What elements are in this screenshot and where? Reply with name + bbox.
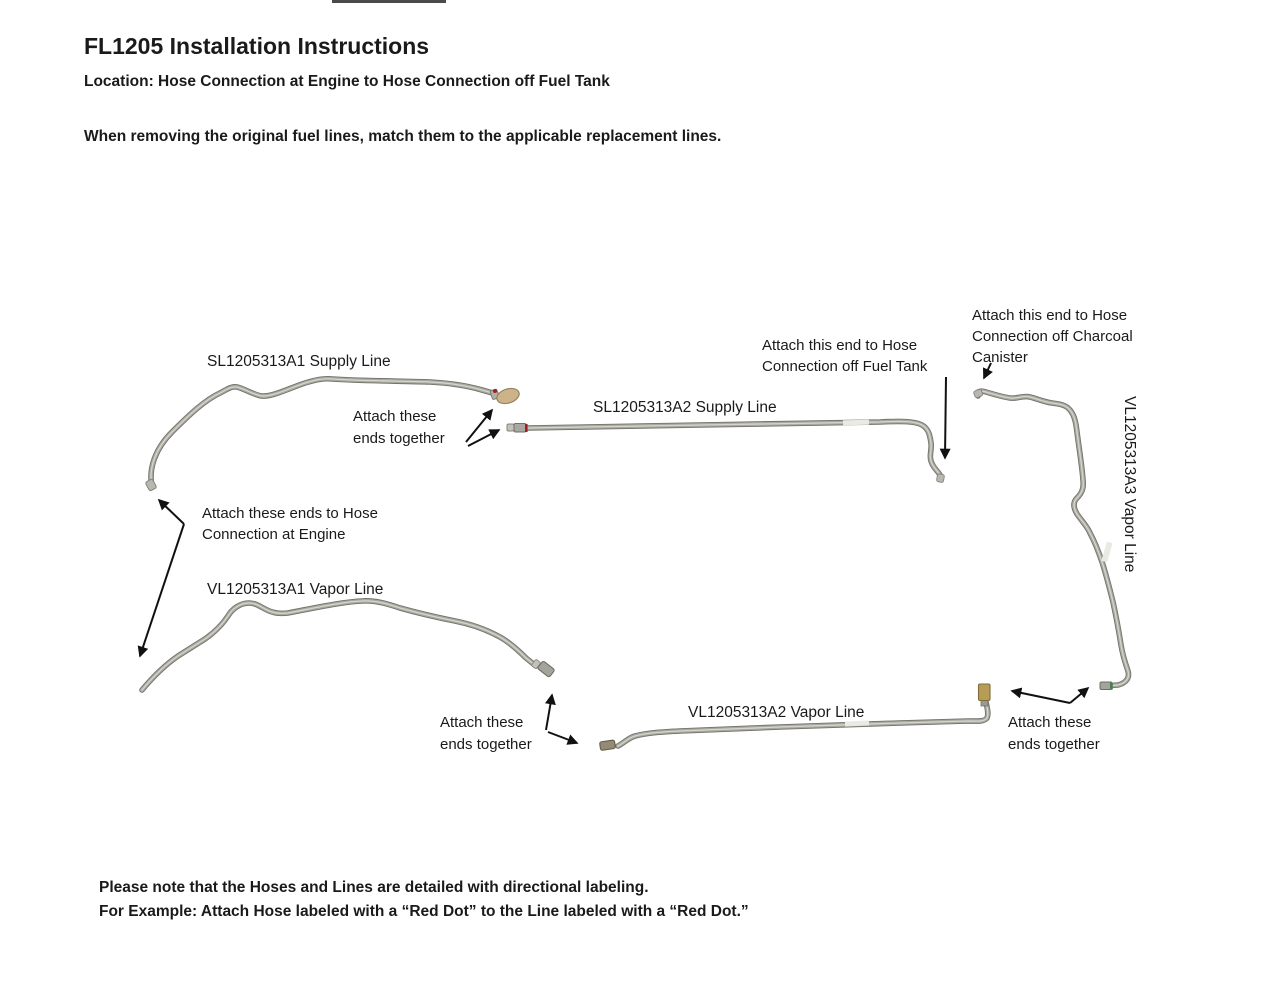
annotation-vapor-join-right: Attach these ends together xyxy=(1008,714,1100,753)
arrow-vapor-left-up xyxy=(546,695,552,730)
label-vl1205313a2: VL1205313A2 Vapor Line xyxy=(688,704,865,721)
fitting-vl1-right xyxy=(531,659,555,677)
tan-fitting-sl1-right xyxy=(490,386,521,406)
annotation-fuel-tank: Attach this end to Hose Connection off Fuel Tank xyxy=(762,337,928,375)
red-dot-sl2 xyxy=(525,424,528,432)
fitting-sl2-left xyxy=(507,424,528,433)
intro-instruction: When removing the original fuel lines, match them to the applicable replacement lines. xyxy=(84,128,722,145)
arrows xyxy=(140,363,1088,743)
sl1205313a2-supply-line-tube xyxy=(528,421,941,478)
annotation-supply-join: Attach these ends together xyxy=(353,408,445,447)
footer-note-line2: For Example: Attach Hose labeled with a “Red Dot” to the Line labeled with a “Red Dot.” xyxy=(99,903,749,920)
label-vl1205313a3: VL1205313A3 Vapor Line xyxy=(1121,396,1138,573)
arrow-vapor-left-down xyxy=(548,732,577,743)
sticker-vl3 xyxy=(1101,542,1112,563)
arrow-supply-join-upper xyxy=(466,410,492,442)
tank-end-tip-sl2 xyxy=(936,474,944,483)
engine-end-tip-supply xyxy=(145,479,157,492)
arrow-vapor-right-left xyxy=(1012,691,1070,703)
label-vl1205313a1: VL1205313A1 Vapor Line xyxy=(207,581,384,598)
arrow-engine-upper xyxy=(159,500,184,524)
fitting-vl2-left xyxy=(600,740,616,751)
vl1205313a1-vapor-line-tube xyxy=(142,601,536,690)
label-sl1205313a2: SL1205313A2 Supply Line xyxy=(593,399,777,416)
footer-note-line1: Please note that the Hoses and Lines are detailed with directional labeling. xyxy=(99,879,649,896)
page-title: FL1205 Installation Instructions xyxy=(84,33,430,59)
label-sl1205313a1: SL1205313A1 Supply Line xyxy=(207,353,391,370)
vl1205313a3-vapor-line-tube xyxy=(977,391,1128,686)
annotation-engine: Attach these ends to Hose Connection at Engine xyxy=(202,505,378,543)
annotation-vapor-join-left: Attach these ends together xyxy=(440,714,532,753)
green-band-vl3 xyxy=(1110,683,1113,690)
arrow-fuel-tank xyxy=(945,377,946,458)
location-subtitle: Location: Hose Connection at Engine to Hose Connection off Fuel Tank xyxy=(84,73,610,90)
sticker-sl2 xyxy=(843,420,869,425)
brass-fitting-vl2-right xyxy=(979,684,991,706)
canister-end-tip-vl3 xyxy=(973,389,983,398)
arrow-engine-lower xyxy=(140,524,184,656)
red-dot-sl1 xyxy=(493,389,497,393)
annotation-charcoal: Attach this end to Hose Connection off Charcoal Canister xyxy=(972,307,1133,366)
arrow-vapor-right-up xyxy=(1070,688,1088,703)
fitting-vl3-bottom xyxy=(1100,682,1113,690)
